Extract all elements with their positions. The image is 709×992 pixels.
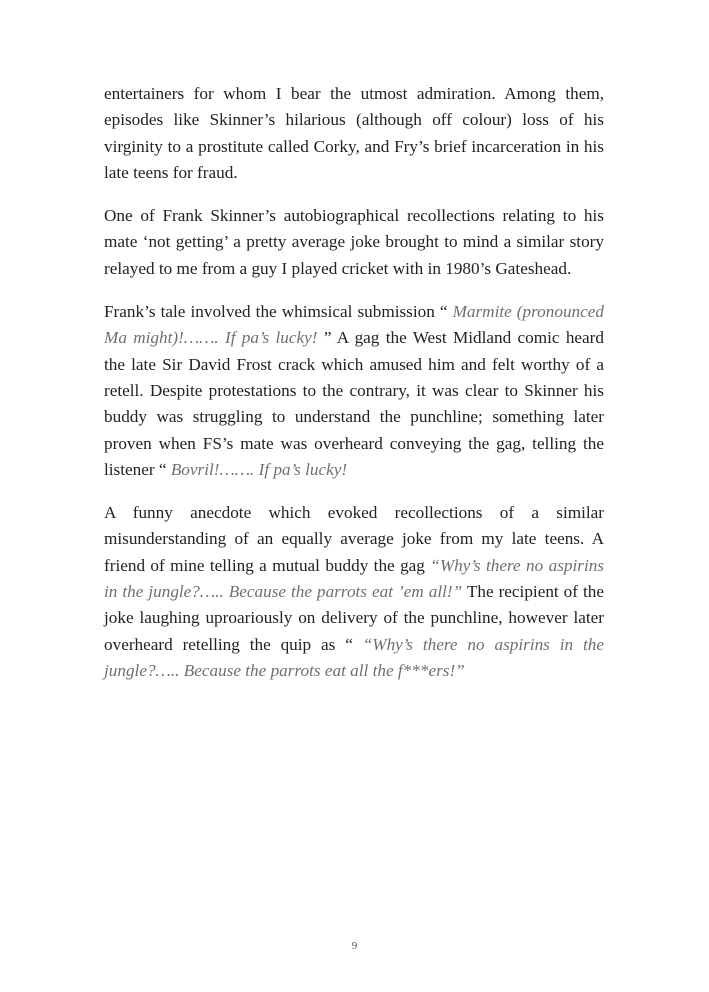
paragraph-text: The recipient of the joke laughing uproariously on delivery of the punchline, however later overheard retelling the quip as “: [104, 582, 604, 654]
quote-aspirin-original: “Why’s there no aspirins in the jungle?….. Because the parrots eat ’em all!”: [104, 555, 604, 602]
quote-aspirin-retold: “Why’s there no aspirins in the jungle?….. Because the parrots eat all the f***ers!”: [104, 634, 604, 680]
paragraph-text: entertainers for whom I bear the utmost admiration. Among them, episodes like Skinner’s hilarious (although off colour) loss of his virginity to a prostitute called Corky, and Fry’s brief incarceration in his late teens for fraud.: [104, 84, 604, 182]
paragraph-gateshead-story: [104, 203, 604, 282]
paragraph-text: One of Frank Skinner’s autobiographical recollections relating to his mate ‘not getting’ a pretty average joke brought to mind a similar story relayed to me from a guy I played cricket with in 1980’s Gateshead.: [104, 206, 604, 278]
paragraph-text: A funny anecdote which evoked recollections of a similar misunderstanding of an equally average joke from my late teens. A friend of mine telling a mutual buddy the gag: [104, 503, 604, 575]
paragraph-aspirin-joke: [104, 500, 604, 684]
body-text: [104, 81, 604, 701]
quote-bovril: Bovril!……. If pa’s lucky!: [170, 459, 348, 479]
paragraph-corky-anecdote: [104, 81, 604, 186]
paragraph-marmite-joke: [104, 299, 604, 483]
paragraph-text: ” A gag the West Midland comic heard the late Sir David Frost crack which amused him and felt worthy of a retell. Despite protestations to the contrary, it was clear to Skinner his buddy was struggling to understand the punchline; something later proven when FS’s mate was overheard conveying the gag, telling the listener “: [104, 328, 605, 479]
quote-marmite: Marmite (pronounced Ma might)!……. If pa’s lucky!: [104, 302, 604, 348]
page-number: 9: [351, 940, 358, 952]
paragraph-text: Frank’s tale involved the whimsical submission “: [104, 302, 453, 322]
